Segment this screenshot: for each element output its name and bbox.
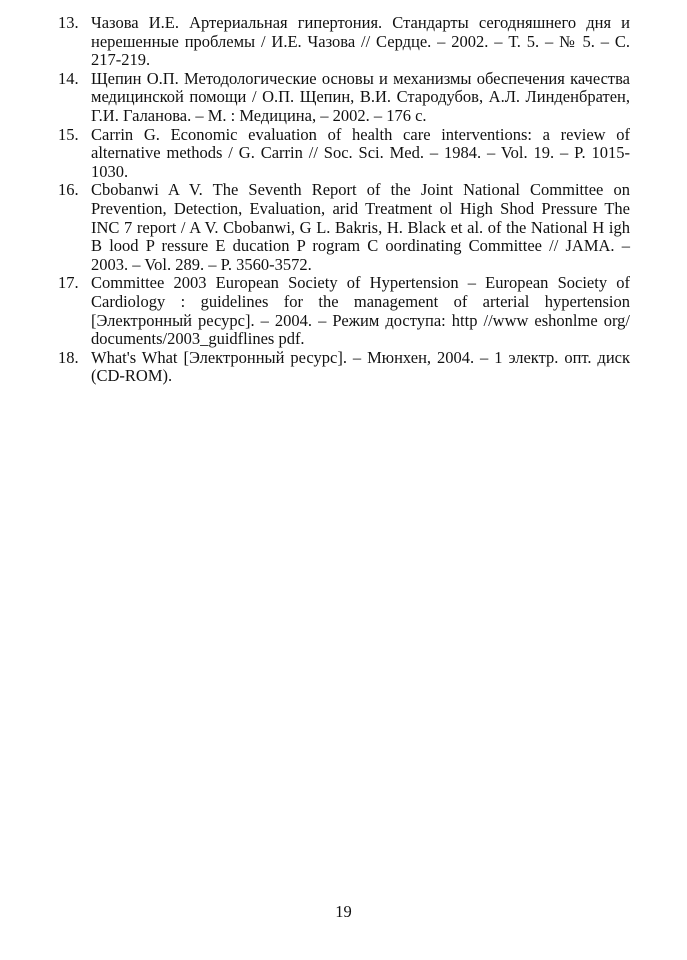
reference-text: Щепин О.П. Методологические основы и механизмы обеспечения качества медицинской помощи / О.П. Щепин, В.И. Стародубов, А.Л. Линденбратен, Г.И. Галанова. – М. : Медицина, – 2002. – 176 с. xyxy=(91,68,630,125)
reference-list xyxy=(58,14,630,386)
reference-item xyxy=(58,70,630,126)
reference-number: 15. xyxy=(58,124,79,144)
reference-text: What's What [Электронный ресурс]. – Мюнхен, 2004. – 1 электр. опт. диск (CD-ROM). xyxy=(91,347,630,386)
reference-text: Cbobanwi A V. The Seventh Report of the Joint National Committee on Prevention, Detection, Evaluation, arid Treatment ol High Shod Pressure The INC 7 report / A V. Cbobanwi, G L. Bakris, H. Black et al. of the National H igh B lood P ressure E ducation P rogram C oordinating Committee // JAMA. – 2003. – Vol. 289. – P. 3560-3572. xyxy=(91,180,630,274)
reference-item xyxy=(58,181,630,274)
reference-text: Чазова И.Е. Артериальная гипертония. Стандарты сегодняшнего дня и нерешенные проблемы / И.Е. Чазова // Сердце. – 2002. – Т. 5. – № 5. – С. 217-219. xyxy=(91,13,630,70)
reference-number: 16. xyxy=(58,180,79,200)
reference-number: 14. xyxy=(58,68,79,88)
reference-item xyxy=(58,14,630,70)
reference-text: Committee 2003 European Society of Hypertension – European Society of Cardiology : guidelines for the management of arterial hypertension [Электронный ресурс]. – 2004. – Режим доступа: http //www eshonlme org/ documents/2003_guidflines pdf. xyxy=(91,273,630,349)
page-number: 19 xyxy=(335,902,352,921)
reference-number: 17. xyxy=(58,273,79,293)
reference-number: 18. xyxy=(58,347,79,367)
reference-item xyxy=(58,349,630,386)
reference-text: Carrin G. Economic evaluation of health care interventions: a review of alternative methods / G. Carrin // Soc. Sci. Med. – 1984. – Vol. 19. – P. 1015-1030. xyxy=(91,124,630,181)
reference-item xyxy=(58,274,630,348)
reference-number: 13. xyxy=(58,13,79,32)
reference-item xyxy=(58,126,630,182)
